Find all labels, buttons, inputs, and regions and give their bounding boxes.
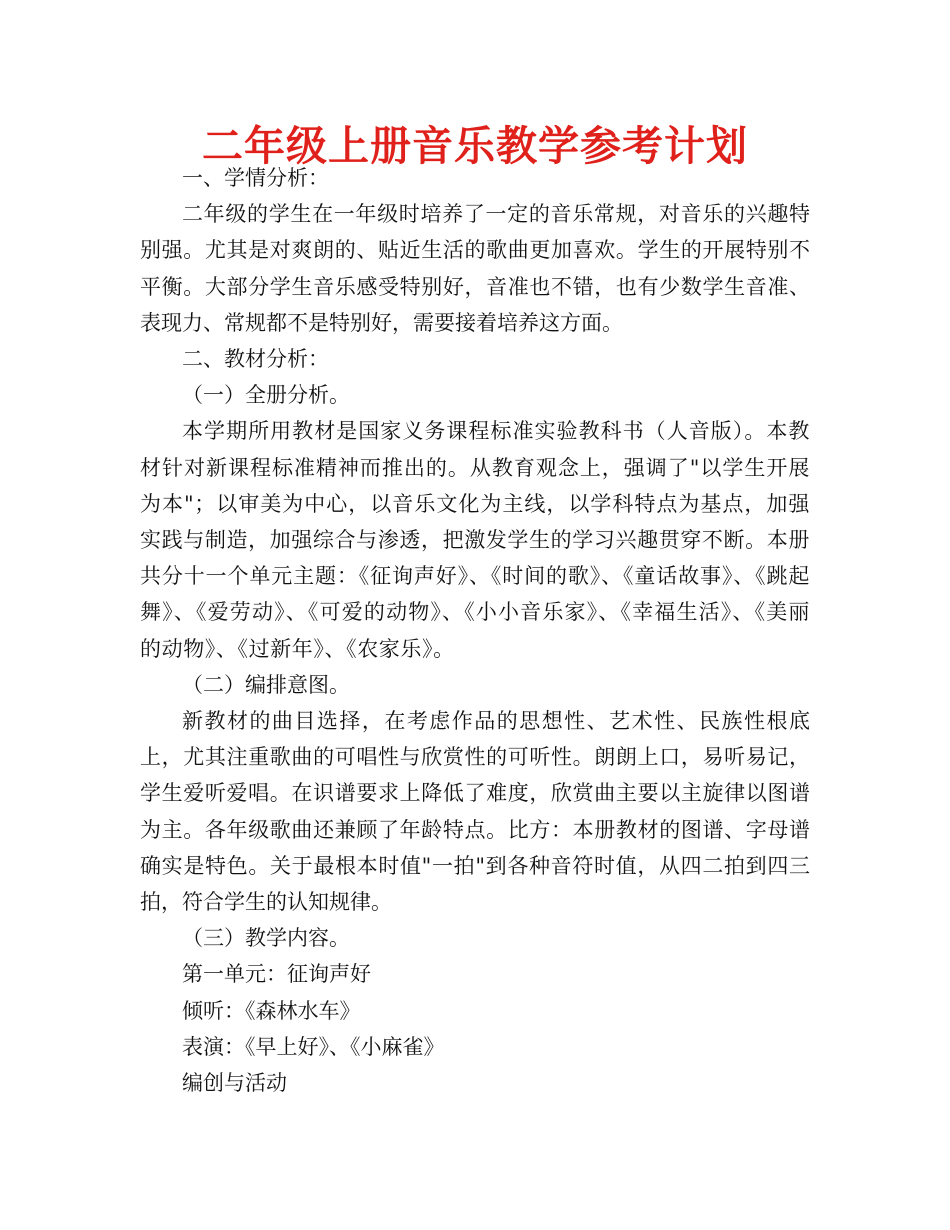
paragraph-overview: 本学期所用教材是国家义务课程标准实验教科书（人音版）。本教材针对新课程标准精神而推出的。从教育观念上，强调了"以学生开展为本"；以审美为中心，以音乐文化为主线，以学科特点为基点，加强实践与制造，加强综合与渗透，把激发学生的学习兴趣贯穿不断。本册共分十一个单元主题：《征询声好》、《时间的歌》、《童话故事》、《跳起舞》、《爱劳动》、《可爱的动物》、《小小音乐家》、《幸福生活》、《美丽的动物》、《过新年》、《农家乐》。	[140, 419, 810, 661]
subsection-heading-arrangement: （二）编排意图。	[182, 672, 350, 697]
content-line-unit-one: 第一单元：征询声好	[182, 962, 371, 987]
content-line-listening: 倾听：《森林水车》	[182, 998, 361, 1023]
content-line-performance: 表演：《早上好》、《小麻雀》	[182, 1034, 445, 1059]
paragraph-learning-analysis: 二年级的学生在一年级时培养了一定的音乐常规，对音乐的兴趣特别强。尤其是对爽朗的、贴近生活的歌曲更加喜欢。学生的开展特别不平衡。大部分学生音乐感受特别好，音准也不错，也有少数学生音准、表现力、常规都不是特别好，需要接着培养这方面。	[140, 202, 810, 335]
subsection-heading-overview: （一）全册分析。	[182, 383, 350, 408]
content-line-creation: 编创与活动	[182, 1071, 287, 1096]
paragraph-arrangement: 新教材的曲目选择，在考虑作品的思想性、艺术性、民族性根底上，尤其注重歌曲的可唱性与欣赏性的可听性。朗朗上口，易听易记，学生爱听爱唱。在识谱要求上降低了难度，欣赏曲主要以主旋律以图谱为主。各年级歌曲还兼顾了年龄特点。比方：本册教材的图谱、字母谱确实是特色。关于最根本时值"一拍"到各种音符时值，从四二拍到四三拍，符合学生的认知规律。	[140, 709, 810, 915]
subsection-heading-content: （三）教学内容。	[182, 926, 350, 951]
section-heading-textbook-analysis: 二、教材分析：	[182, 347, 329, 372]
section-heading-learning-analysis: 一、学情分析：	[182, 166, 329, 190]
document-body	[140, 160, 810, 1101]
document-title: 二年级上册音乐教学参考计划	[202, 122, 748, 170]
